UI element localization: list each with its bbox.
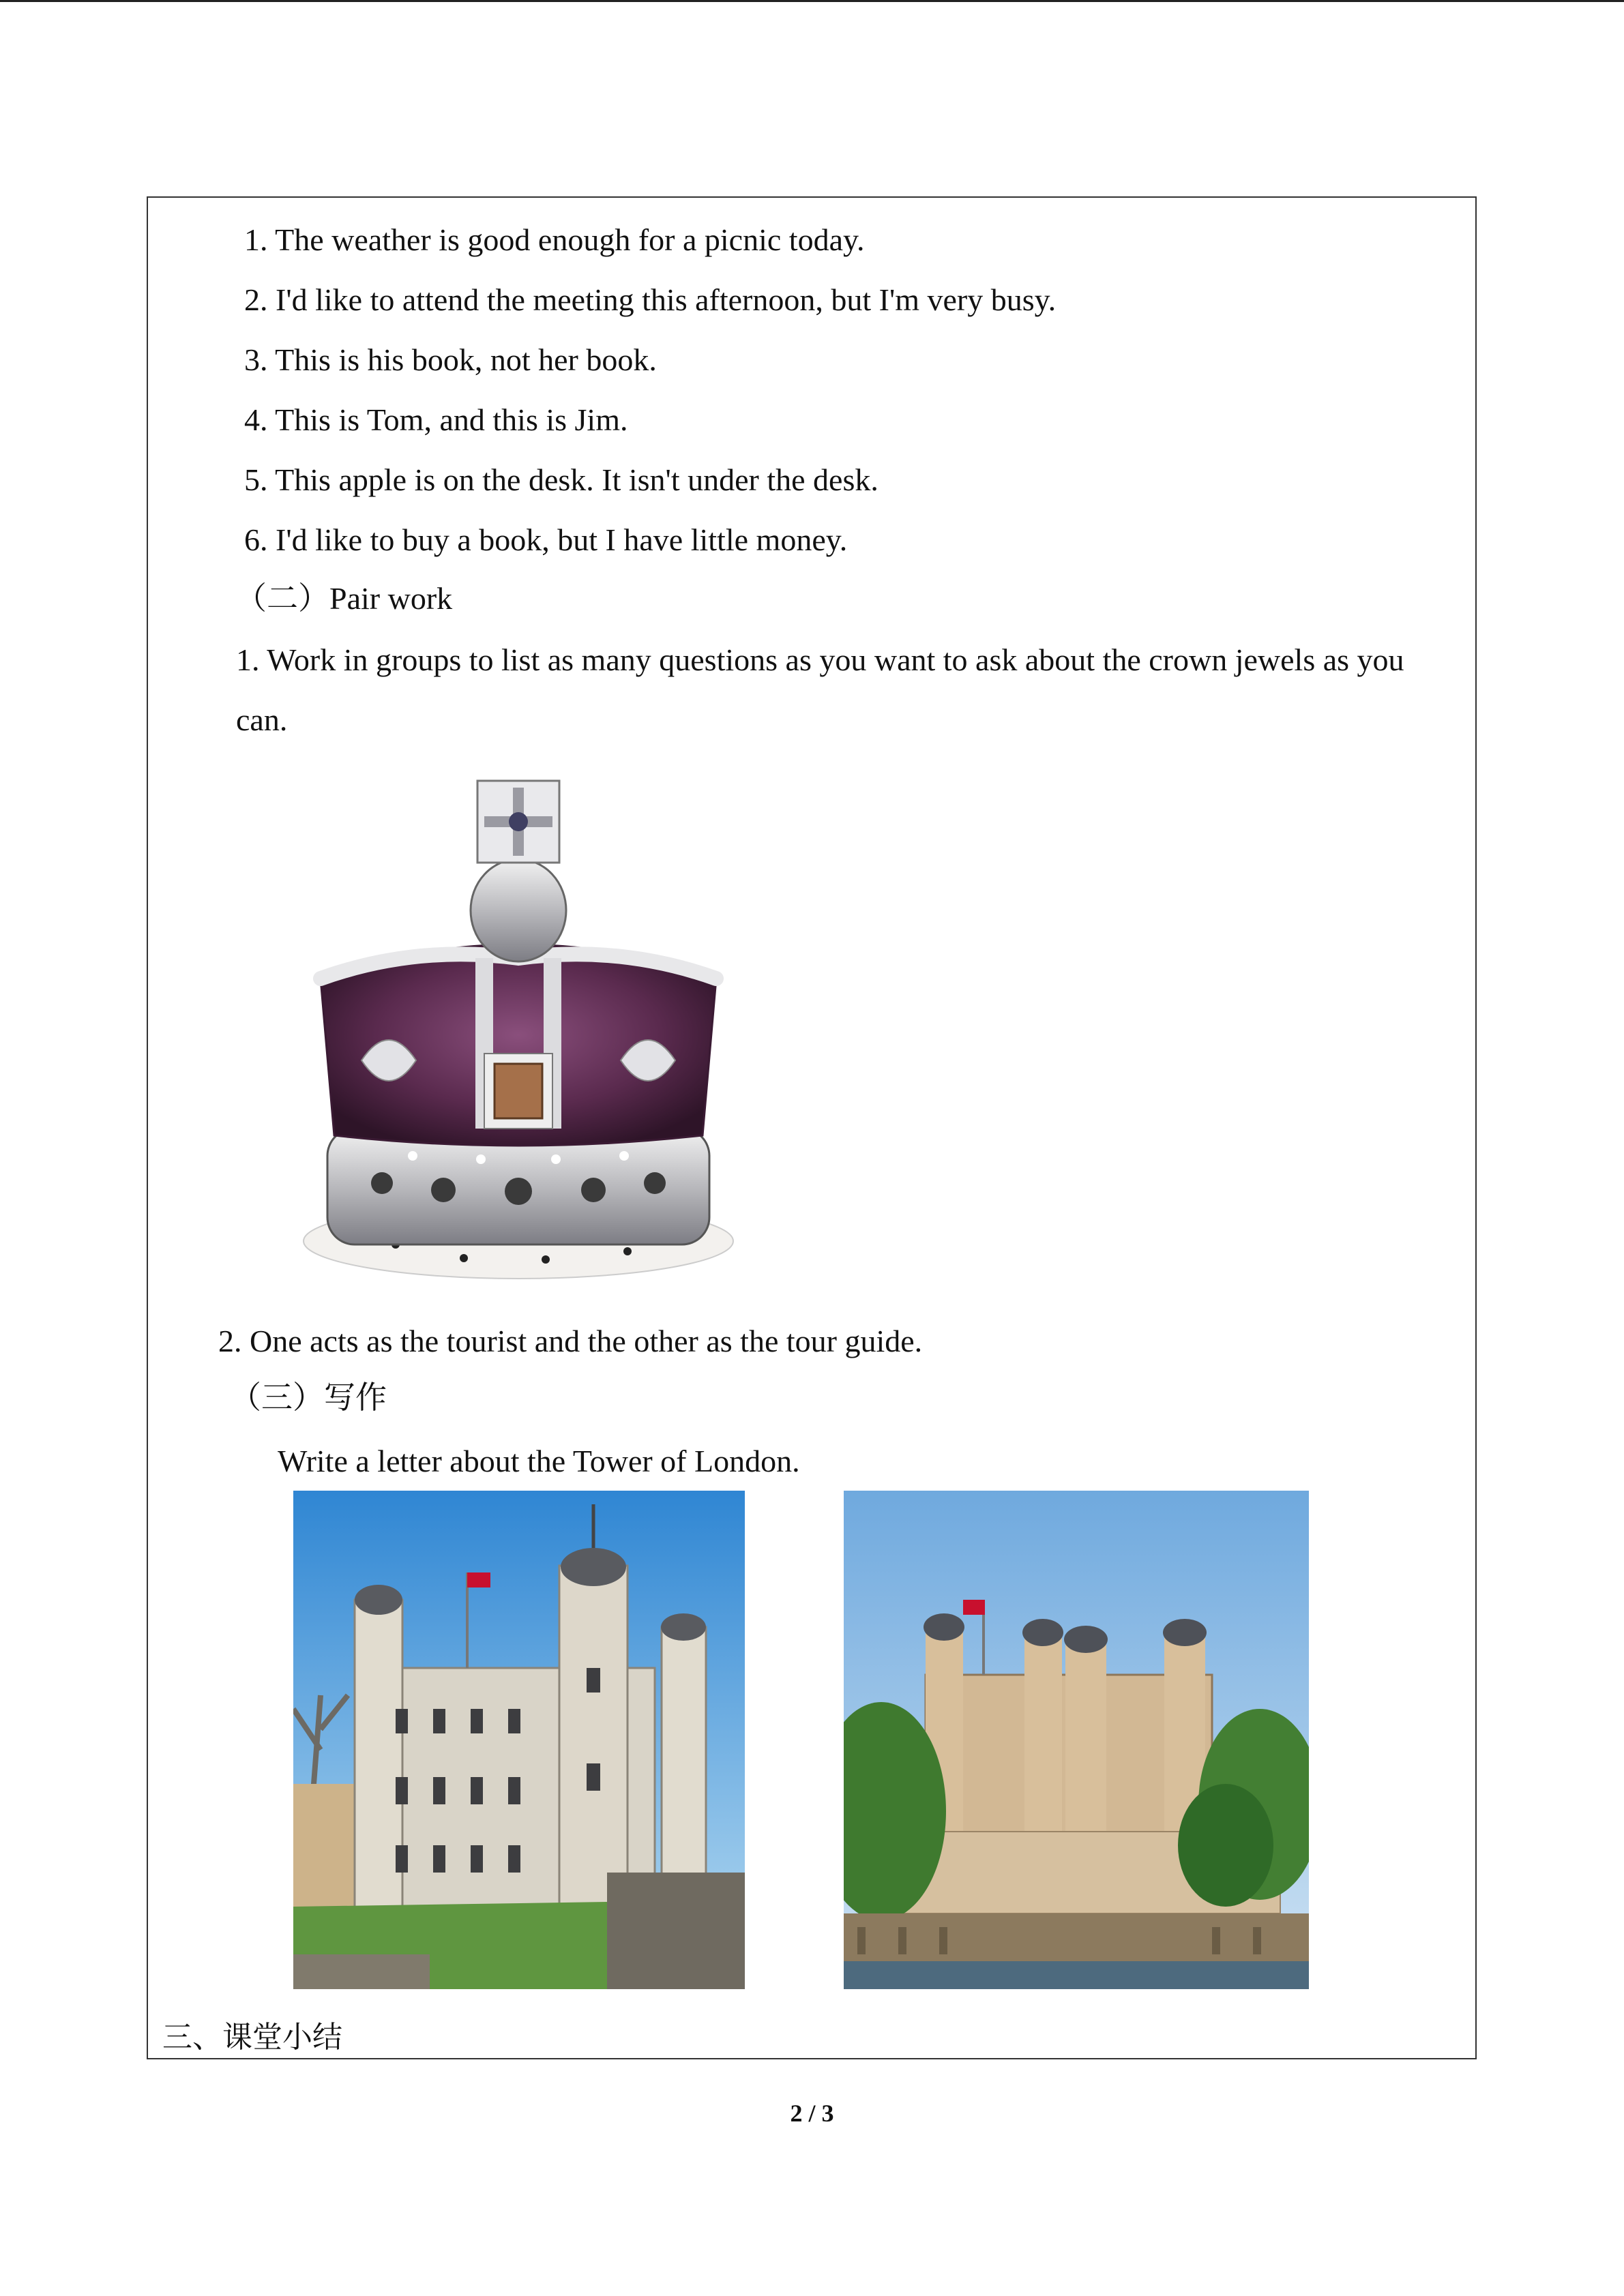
pair-work-task-1-line-1: 1. Work in groups to list as many questions as you want to ask about the crown jewels as you <box>236 642 1404 677</box>
sentence-5: 5. This apple is on the desk. It isn't under the desk. <box>244 462 879 497</box>
writing-heading: （三）写作 <box>230 1380 387 1415</box>
pair-work-task-2: 2. One acts as the tourist and the other as the tour guide. <box>218 1324 923 1358</box>
sentence-3: 3. This is his book, not her book. <box>244 342 657 377</box>
crown-image <box>259 774 778 1285</box>
page-number: 2 / 3 <box>790 2100 834 2127</box>
summary-heading: 三、课堂小结 <box>162 2020 342 2055</box>
top-rule <box>0 0 1624 2</box>
sentence-4: 4. This is Tom, and this is Jim. <box>244 402 628 437</box>
sentence-2: 2. I'd like to attend the meeting this afternoon, but I'm very busy. <box>244 282 1057 317</box>
writing-task: Write a letter about the Tower of London. <box>278 1444 800 1478</box>
tower-of-london-photo <box>844 1491 1309 1989</box>
sentence-6: 6. I'd like to buy a book, but I have little money. <box>244 522 848 557</box>
pair-work-task-1-line-2: can. <box>236 702 288 737</box>
white-tower-photo <box>293 1491 745 1989</box>
pair-work-heading: （二）Pair work <box>235 581 453 616</box>
sentence-1: 1. The weather is good enough for a picnic today. <box>244 222 865 257</box>
